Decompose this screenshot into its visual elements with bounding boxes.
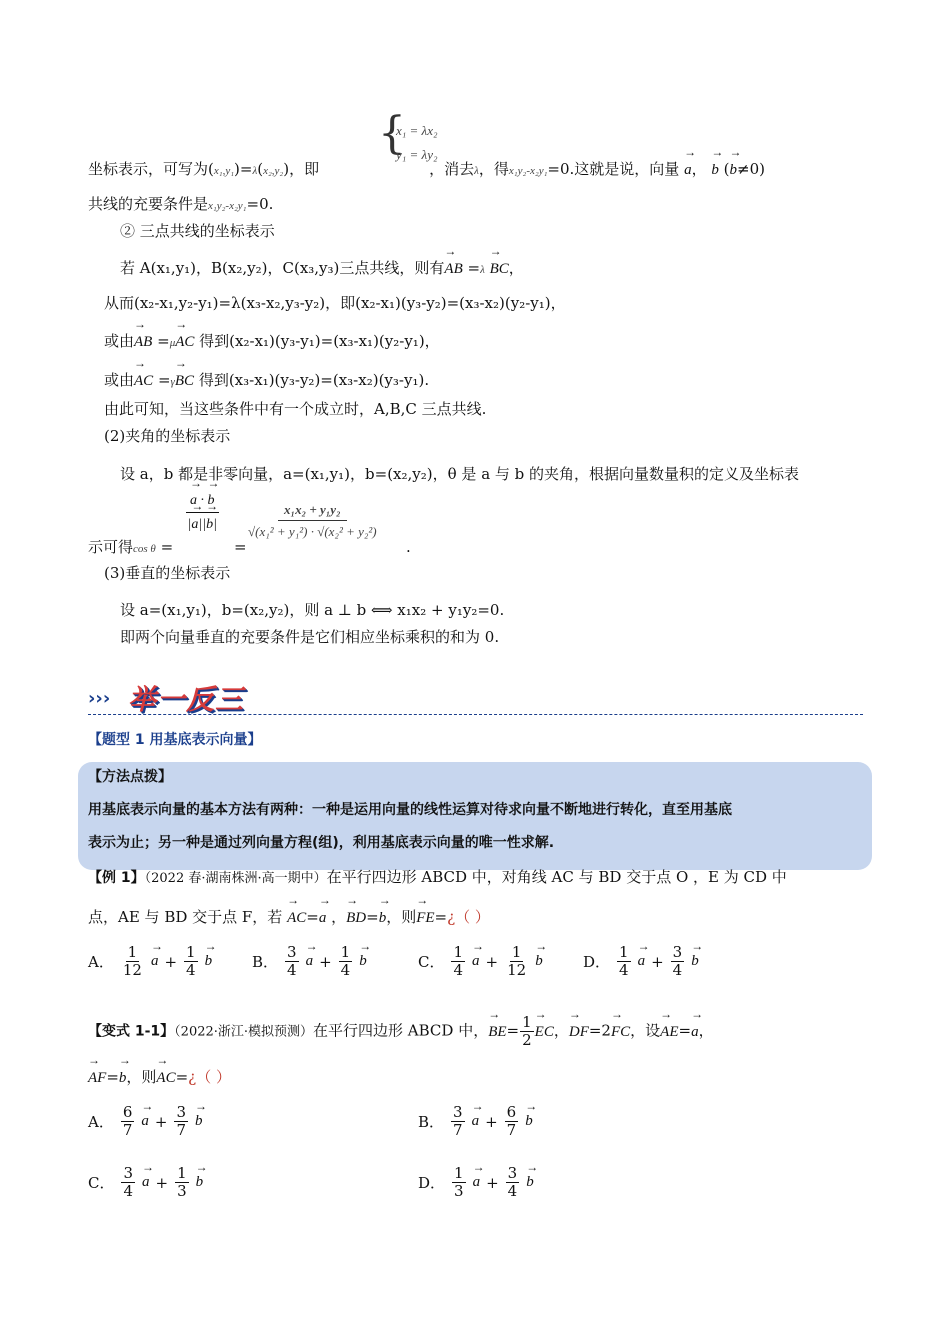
perp-line-2: 即两个向量垂直的充要条件是它们相应坐标乘积的和为 0. (120, 628, 500, 646)
angle-line-2: 示可得cos θ = (88, 538, 174, 556)
angle-vector-fraction: → a · → b |→ a||→ b| (186, 490, 219, 537)
three-points-line-1: 若 A(x₁,y₁)，B(x₂,y₂)，C(x₃,y₃)三点共线，则有→ AB =λ → BC， (120, 257, 524, 281)
angle-heading: (2)夹角的坐标表示 (104, 427, 231, 445)
method-body-2: 表示为止；另一种是通过列向量方程(组)，利用基底表示向量的唯一性求解. (88, 835, 555, 851)
three-points-heading: ② 三点共线的坐标表示 (120, 222, 275, 240)
collinear-condition-line: 共线的充要条件是x₁y₂-x₂y₁=0. (88, 195, 274, 213)
banner-arrows-icon: ››› (88, 688, 111, 709)
variant1-line-2: → AF=→ b，则→ AC=¿（ ） (88, 1066, 231, 1089)
practice-banner (88, 676, 868, 716)
example1-line-2: 点，AE 与 BD 交于点 F，若 → AC=→ a ，→ BD=→ b，则→ FE=¿（ ） (88, 906, 490, 929)
example1-option-d[interactable]: D． $\frac{1}{4}$ → a + $\frac{3}{4}$ → b (583, 944, 699, 979)
example1-option-b[interactable]: B． $\frac{3}{4}$ → a + $\frac{1}{4}$ → b (252, 944, 367, 979)
variant1-line-1: 【变式 1-1】（2022·浙江·模拟预测）在平行四边形 ABCD 中，→ BE= $\frac{1}{2}$ → EC，→ DF=2→ FC，设→ AE=→ a， (88, 1014, 714, 1049)
angle-coordinate-fraction: x₁x₂ + y₁y₂ √(x₁² + y₁²) · √(x₂² + y₂²) (248, 502, 377, 539)
collinear-coordinate-line: 坐标表示，可写为(x₁,y₁)=λ(x₂,y₂)，即 ，消去λ，得x₁y₂-x₂y₁=0.这就是说，向量 → a， → b (→ b≠0) (88, 158, 765, 182)
three-points-conclusion: 由此可知，当这些条件中有一个成立时，A,B,C 三点共线. (104, 400, 487, 418)
banner-divider (88, 714, 863, 715)
equation-system-line-1: x₁ = λx₂ (396, 123, 438, 138)
variant1-option-d[interactable]: D． $\frac{1}{3}$ → a + $\frac{3}{4}$ → b (418, 1165, 534, 1200)
three-points-line-4: 或由→ AC =γ→ BC 得到(x₃-x₁)(y₃-y₂)=(x₃-x₂)(y₃-y₁). (104, 369, 429, 393)
three-points-line-3: 或由→ AB =μ→ AC 得到(x₂-x₁)(y₃-y₁)=(x₃-x₁)(y₂-y₁)， (104, 330, 440, 354)
three-points-line-2: 从而(x₂-x₁,y₂-y₁)=λ(x₃-x₂,y₃-y₂)，即(x₂-x₁)(y₃-y₂)=(x₃-x₂)(y₂-y₁)， (104, 294, 566, 312)
example1-option-a[interactable]: A． $\frac{1}{12}$ → a + $\frac{1}{4}$ → b (88, 944, 212, 979)
variant1-option-b[interactable]: B． $\frac{3}{7}$ → a + $\frac{6}{7}$ → b (418, 1104, 533, 1139)
perp-line-1: 设 a=(x₁,y₁)，b=(x₂,y₂)，则 a ⊥ b ⟺ x₁x₂ + y₁y₂=0. (120, 601, 505, 619)
perp-heading: (3)垂直的坐标表示 (104, 564, 231, 582)
banner-title: 举一反三 (128, 683, 245, 716)
equation-system-brace: { (378, 108, 406, 159)
example1-option-c[interactable]: C． $\frac{1}{4}$ → a + $\frac{1}{12}$ → b (418, 944, 543, 979)
method-body-1: 用基底表示向量的基本方法有两种：一种是运用向量的线性运算对待求向量不断地进行转化，直至用基底 (88, 802, 732, 818)
variant1-option-c[interactable]: C． $\frac{3}{4}$ → a + $\frac{1}{3}$ → b (88, 1165, 203, 1200)
equation-system-line-2: y₁ = λy₂ (396, 147, 438, 162)
method-title: 【方法点拨】 (88, 769, 172, 785)
example1-line-1: 【例 1】（2022 春·湖南株洲·高一期中）在平行四边形 ABCD 中，对角线 AC 与 BD 交于点 O ，E 为 CD 中 (88, 868, 787, 886)
variant1-option-a[interactable]: A． $\frac{6}{7}$ → a + $\frac{3}{7}$ → b (88, 1104, 203, 1139)
type1-title: 【题型 1 用基底表示向量】 (88, 732, 262, 748)
angle-line-1: 设 a，b 都是非零向量，a=(x₁,y₁)，b=(x₂,y₂)，θ 是 a 与 b 的夹角，根据向量数量积的定义及坐标表 (120, 465, 800, 483)
